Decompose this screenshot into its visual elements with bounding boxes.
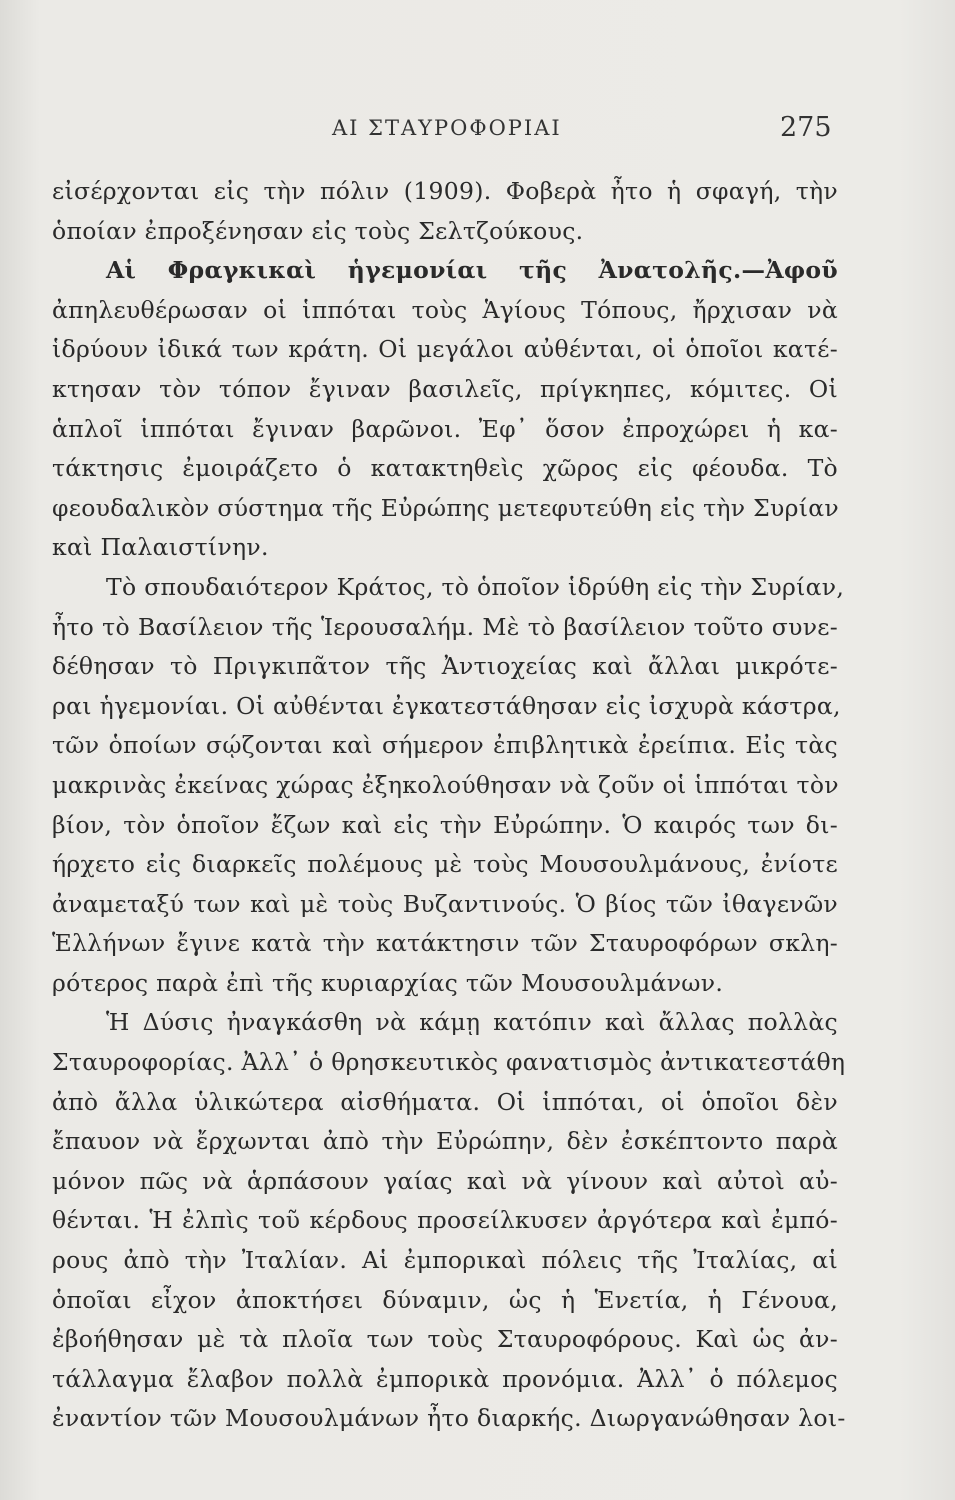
text-line: ἐναντίον τῶν Μουσουλμάνων ἦτο διαρκής. Διωργανώθησαν λοι- <box>52 1404 846 1433</box>
section-heading: Αἱ Φραγκικαὶ ἡγεμονίαι τῆς Ἀνατολῆς.—Ἀφοῦ <box>106 256 838 285</box>
text-line: ἀπὸ ἄλλα ὑλικώτερα αἰσθήματα. Οἱ ἱππόται, οἱ ὁποῖοι δὲν <box>52 1087 838 1116</box>
text-line: ἦτο τὸ Βασίλειον τῆς Ἱερουσαλήμ. Μὲ τὸ βασίλειον τοῦτο συνε- <box>52 612 838 641</box>
text-line: ὁποίαν ἐπροξένησαν εἰς τοὺς Σελτζούκους. <box>52 216 584 245</box>
text-line: μόνον πῶς νὰ ἁρπάσουν γαίας καὶ νὰ γίνουν καὶ αὐτοὶ αὐ- <box>52 1166 838 1195</box>
text-line: Ἡ Δύσις ἠναγκάσθη νὰ κάμῃ κατόπιν καὶ ἄλλας πολλὰς <box>106 1008 838 1037</box>
text-line: θένται. Ἡ ἐλπὶς τοῦ κέρδους προσείλκυσεν ἀργότερα καὶ ἐμπό- <box>52 1206 838 1235</box>
running-title: ΑΙ ΣΤΑΥΡΟΦΟΡΙΑΙ <box>332 116 562 140</box>
text-line: μακρινὰς ἐκείνας χώρας ἐξηκολούθησαν νὰ ζοῦν οἱ ἱππόται τὸν <box>52 770 839 799</box>
text-line: δέθησαν τὸ Πριγκιπᾶτον τῆς Ἀντιοχείας καὶ ἄλλαι μικρότε- <box>52 652 838 681</box>
text-line: ἀπηλευθέρωσαν οἱ ἱππόται τοὺς Ἁγίους Τόπους, ἤρχισαν νὰ <box>52 295 838 324</box>
text-line: τάλλαγμα ἔλαβον πολλὰ ἐμπορικὰ προνόμια. Ἀλλ᾽ ὁ πόλεμος <box>52 1364 838 1393</box>
text-line: ρότερος παρὰ ἐπὶ τῆς κυριαρχίας τῶν Μουσουλμάνων. <box>52 968 724 997</box>
text-line: φεουδαλικὸν σύστημα τῆς Εὐρώπης μετεφυτεύθη εἰς τὴν Συρίαν <box>52 493 839 522</box>
page-number: 275 <box>780 112 832 143</box>
text-line: ἔπαυον νὰ ἔρχωνται ἀπὸ τὴν Εὐρώπην, δὲν ἐσκέπτοντο παρὰ <box>52 1127 838 1156</box>
text-line: τάκτησις ἐμοιράζετο ὁ κατακτηθεὶς χῶρος εἰς φέουδα. Τὸ <box>52 454 838 483</box>
body-text <box>52 172 846 1439</box>
page-header <box>0 112 955 152</box>
text-line: ἐβοήθησαν μὲ τὰ πλοῖα των τοὺς Σταυροφόρους. Καὶ ὡς ἀν- <box>52 1325 838 1354</box>
text-line: τῶν ὁποίων σῴζονται καὶ σήμερον ἐπιβλητικὰ ἐρείπια. Εἰς τὰς <box>52 731 838 760</box>
text-line: Σταυροφορίας. Ἀλλ᾽ ὁ θρησκευτικὸς φανατισμὸς ἀντικατεστάθη <box>52 1048 846 1077</box>
text-line: Ἑλλήνων ἔγινε κατὰ τὴν κατάκτησιν τῶν Σταυροφόρων σκλη- <box>52 929 838 958</box>
text-line: ἀναμεταξύ των καὶ μὲ τοὺς Βυζαντινούς. Ὁ βίος τῶν ἰθαγενῶν <box>52 889 838 918</box>
text-line: ήρχετο εἰς διαρκεῖς πολέμους μὲ τοὺς Μουσουλμάνους, ἐνίοτε <box>52 850 838 879</box>
text-line: ἁπλοῖ ἱππόται ἔγιναν βαρῶνοι. Ἐφ᾽ ὅσον ἐπροχώρει ἡ κα- <box>52 414 838 443</box>
text-line: εἰσέρχονται εἰς τὴν πόλιν (1909). Φοβερὰ ἦτο ἡ σφαγή, τὴν <box>52 177 838 205</box>
text-line: ραι ἡγεμονίαι. Οἱ αὐθένται ἐγκατεστάθησαν εἰς ἰσχυρὰ κάστρα, <box>52 691 841 720</box>
text-line: βίον, τὸν ὁποῖον ἔζων καὶ εἰς τὴν Εὐρώπην. Ὁ καιρός των δι- <box>52 810 838 839</box>
text-line: καὶ Παλαιστίνην. <box>52 533 269 562</box>
text-line: ἱδρύουν ἰδικά των κράτη. Οἱ μεγάλοι αὐθένται, οἱ ὁποῖοι κατέ- <box>52 335 838 364</box>
text-line: κτησαν τὸν τόπον ἔγιναν βασιλεῖς, πρίγκηπες, κόμιτες. Οἱ <box>52 374 838 403</box>
text-line: ρους ἀπὸ τὴν Ἰταλίαν. Αἱ ἐμπορικαὶ πόλεις τῆς Ἰταλίας, αἱ <box>52 1246 838 1275</box>
text-line: Τὸ σπουδαιότερον Κράτος, τὸ ὁποῖον ἱδρύθη εἰς τὴν Συρίαν, <box>106 572 845 601</box>
text-line: ὁποῖαι εἶχον ἀποκτήσει δύναμιν, ὡς ἡ Ἑνετία, ἡ Γένουα, <box>52 1285 838 1314</box>
